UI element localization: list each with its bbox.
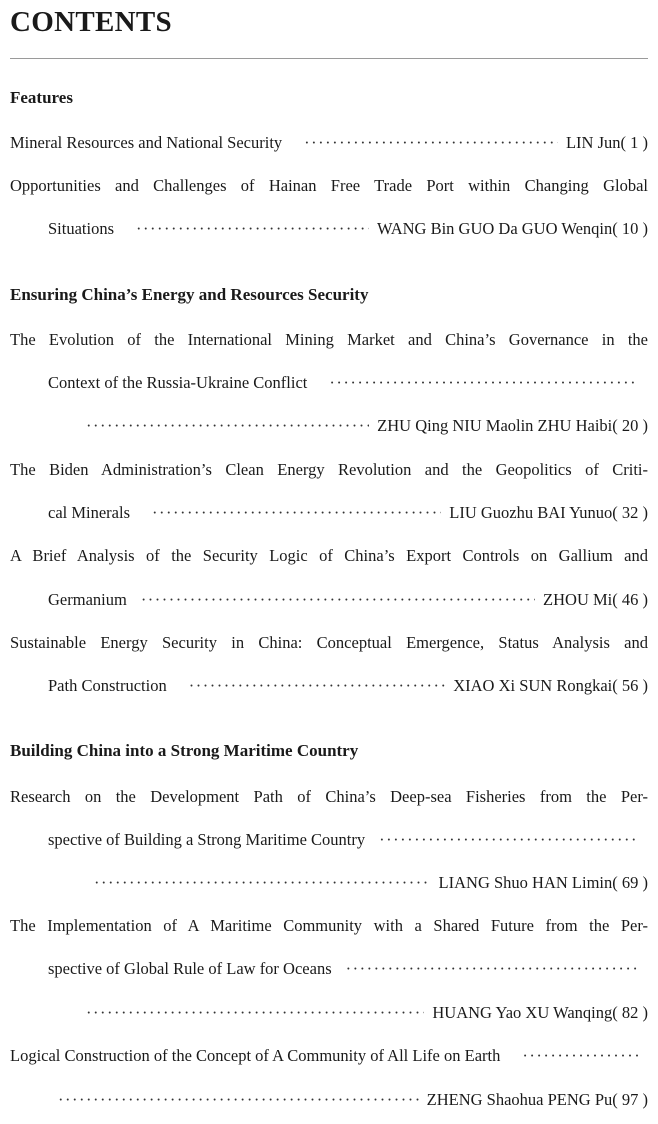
dot-leader bbox=[522, 1043, 640, 1069]
entry-title: Path Construction bbox=[48, 676, 167, 695]
entry-author-page: WANG Bin GUO Da GUO Wenqin( 10 ) bbox=[376, 219, 648, 238]
dot-leader bbox=[58, 1087, 419, 1113]
toc-entry-mineral-resources[interactable] bbox=[10, 130, 648, 156]
dot-leader bbox=[94, 870, 431, 896]
toc-entry-sustainable-line1[interactable]: Sustainable Energy Security in China: Conceptual Emergence, Status Analysis and bbox=[10, 633, 648, 652]
toc-entry-hainan-line2[interactable] bbox=[48, 216, 648, 242]
entry-title: spective of Building a Strong Maritime Country bbox=[48, 830, 366, 849]
dot-leader bbox=[141, 587, 535, 613]
toc-entry-biden-line1[interactable]: The Biden Administration’s Clean Energy Revolution and the Geopolitics of Criti- bbox=[10, 460, 648, 479]
toc-entry-biden-line2[interactable] bbox=[48, 500, 648, 526]
entry-author-page: HUANG Yao XU Wanqing( 82 ) bbox=[432, 1003, 648, 1022]
toc-entry-gallium-line1[interactable]: A Brief Analysis of the Security Logic of China’s Export Controls on Gallium and bbox=[10, 546, 648, 565]
entry-author-page: LIN Jun( 1 ) bbox=[565, 133, 648, 152]
toc-entry-maritime-community-line1[interactable]: The Implementation of A Maritime Community with a Shared Future from the Per- bbox=[10, 916, 648, 935]
dot-leader bbox=[86, 413, 369, 439]
toc-entry-maritime-community-line3[interactable] bbox=[86, 1000, 648, 1026]
entry-author-page: LIANG Shuo HAN Limin( 69 ) bbox=[438, 873, 648, 892]
entry-title: Context of the Russia-Ukraine Conflict bbox=[48, 373, 308, 392]
section-heading-features: Features bbox=[10, 88, 73, 107]
toc-entry-sustainable-line2[interactable] bbox=[48, 673, 648, 699]
toc-entry-all-life-line2[interactable] bbox=[58, 1087, 648, 1113]
dot-leader bbox=[189, 673, 446, 699]
page-title: CONTENTS bbox=[10, 6, 172, 38]
toc-entry-maritime-community-line2[interactable] bbox=[48, 956, 648, 982]
entry-author-page: XIAO Xi SUN Rongkai( 56 ) bbox=[453, 676, 648, 695]
entry-title: spective of Global Rule of Law for Oceans bbox=[48, 959, 332, 978]
dot-leader bbox=[379, 827, 638, 853]
toc-entry-fisheries-line1[interactable]: Research on the Development Path of China’s Deep-sea Fisheries from the Per- bbox=[10, 787, 648, 806]
entry-title: Logical Construction of the Concept of A Community of All Life on Earth bbox=[10, 1046, 501, 1065]
toc-entry-all-life-line1[interactable] bbox=[10, 1043, 648, 1069]
entry-author-page: ZHU Qing NIU Maolin ZHU Haibi( 20 ) bbox=[377, 416, 648, 435]
dot-leader bbox=[152, 500, 441, 526]
toc-entry-gallium-line2[interactable] bbox=[48, 587, 648, 613]
toc-entry-mining-market-line1[interactable]: The Evolution of the International Mining Market and China’s Governance in the bbox=[10, 330, 648, 349]
dot-leader bbox=[136, 216, 369, 242]
toc-entry-hainan-line1[interactable]: Opportunities and Challenges of Hainan Free Trade Port within Changing Global bbox=[10, 176, 648, 195]
entry-author-page: ZHOU Mi( 46 ) bbox=[543, 590, 648, 609]
entry-title: Situations bbox=[48, 219, 115, 238]
dot-leader bbox=[346, 956, 638, 982]
toc-entry-fisheries-line2[interactable] bbox=[48, 827, 648, 853]
entry-author-page: ZHENG Shaohua PENG Pu( 97 ) bbox=[426, 1090, 648, 1109]
toc-entry-fisheries-line3[interactable] bbox=[94, 870, 648, 896]
title-divider bbox=[10, 58, 648, 59]
entry-title: cal Minerals bbox=[48, 503, 131, 522]
entry-title: Germanium bbox=[48, 590, 127, 609]
entry-title: Mineral Resources and National Security bbox=[10, 133, 283, 152]
section-heading-energy-security: Ensuring China’s Energy and Resources Security bbox=[10, 285, 369, 304]
toc-entry-mining-market-line2[interactable] bbox=[48, 370, 648, 396]
dot-leader bbox=[329, 370, 638, 396]
toc-entry-mining-market-line3[interactable] bbox=[86, 413, 648, 439]
dot-leader bbox=[86, 1000, 424, 1026]
section-heading-maritime: Building China into a Strong Maritime Country bbox=[10, 741, 359, 760]
entry-author-page: LIU Guozhu BAI Yunuo( 32 ) bbox=[449, 503, 648, 522]
dot-leader bbox=[304, 130, 558, 156]
